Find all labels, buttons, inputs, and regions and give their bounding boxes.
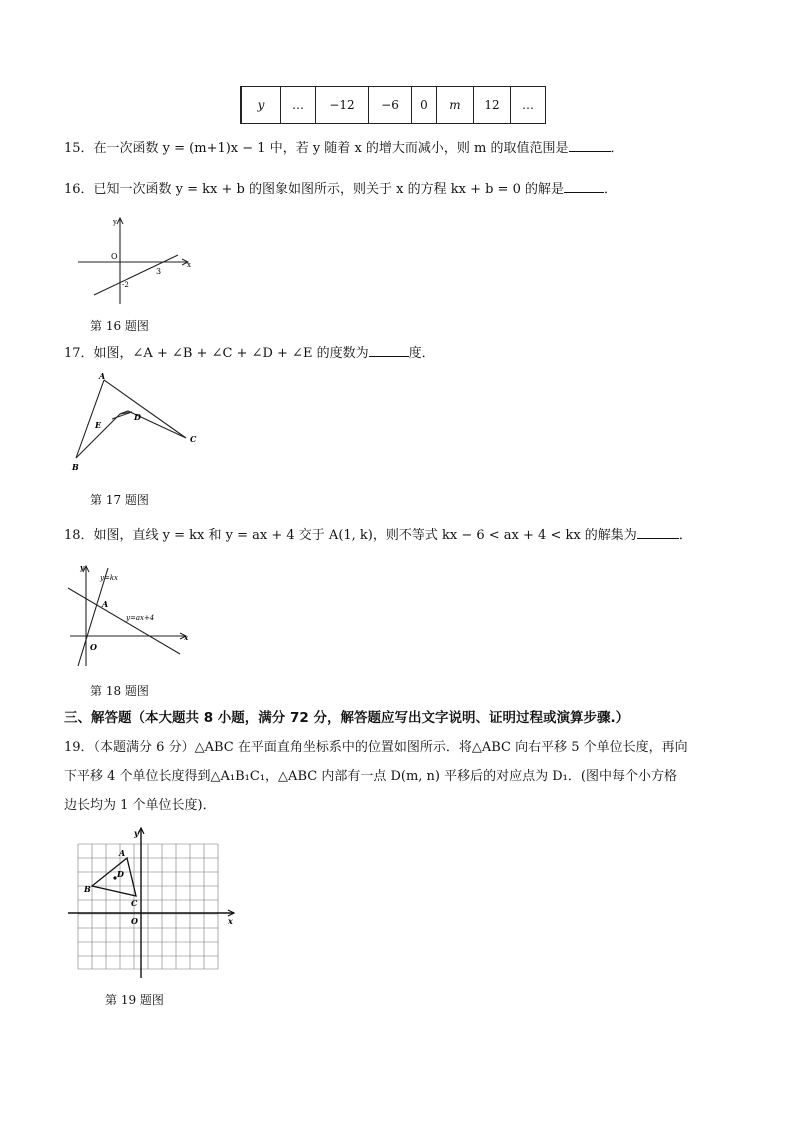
point-label-a: A xyxy=(119,848,126,858)
point-label-b: B xyxy=(72,462,79,472)
point-label-a: A xyxy=(99,371,106,381)
question-16-text: 16．已知一次函数 y = kx + b 的图象如图所示，则关于 x 的方程 kx + b = 0 的解是 xyxy=(64,182,564,197)
question-16-end: ． xyxy=(603,182,617,197)
axis-label-x: x xyxy=(228,916,233,926)
point-label-d: D xyxy=(134,412,141,422)
line-label-ax4: y=ax+4 xyxy=(126,614,155,622)
q18-graph xyxy=(62,558,192,670)
question-18 xyxy=(64,524,692,543)
caption-17: 第 17 题图 xyxy=(90,493,149,507)
tick-label-3: 3 xyxy=(156,267,162,276)
question-19-line-1: 19．（本题满分 6 分）△ABC 在平面直角坐标系中的位置如图所示．将△ABC 向右平移 5 个单位长度，再向 xyxy=(64,740,688,755)
origin-label: O xyxy=(90,642,97,652)
table-cell: y xyxy=(241,87,281,124)
value-table xyxy=(240,86,546,124)
axis-label-y: y xyxy=(113,218,117,226)
origin-label: O xyxy=(131,916,138,926)
q16-graph xyxy=(78,212,196,308)
tick-label-neg2: -2 xyxy=(122,281,129,289)
caption-18: 第 18 题图 xyxy=(90,684,149,698)
question-15-end: ． xyxy=(610,141,624,156)
grid-lines xyxy=(78,844,218,969)
point-label-a: A xyxy=(102,599,109,609)
point-label-e: E xyxy=(95,420,102,430)
axis-label-y: y xyxy=(134,828,139,838)
q17-figure xyxy=(66,366,200,478)
answer-blank xyxy=(369,343,409,357)
axis-label-x: x xyxy=(187,261,191,269)
caption-19: 第 19 题图 xyxy=(105,993,164,1007)
question-17-end: 度． xyxy=(408,346,435,361)
table-cell: … xyxy=(511,87,546,124)
question-18-text: 18．如图，直线 y = kx 和 y = ax + 4 交于 A(1, k)，则不等式 kx − 6 < ax + 4 < kx 的解集为 xyxy=(64,528,637,543)
point-label-d: D xyxy=(117,869,124,879)
answer-blank xyxy=(637,525,679,539)
section-heading: 三、解答题（本大题共 8 小题，满分 72 分，解答题应写出文字说明、证明过程或演算步骤.） xyxy=(64,710,630,726)
point-label-c: C xyxy=(190,434,197,444)
point-label-b: B xyxy=(84,884,91,894)
table-cell: 12 xyxy=(474,87,511,124)
q19-grid-graph xyxy=(64,824,242,984)
question-15-text: 15．在一次函数 y = (m+1)x − 1 中，若 y 随着 x 的增大而减小，则 m 的取值范围是 xyxy=(64,141,569,156)
question-16 xyxy=(64,178,617,197)
question-19 xyxy=(64,733,734,820)
table-cell: m xyxy=(437,87,474,124)
line-label-kx: y=kx xyxy=(100,574,119,582)
question-19-line-3: 边长均为 1 个单位长度)． xyxy=(64,798,216,813)
table-cell: −6 xyxy=(369,87,412,124)
question-17 xyxy=(64,342,435,361)
answer-blank xyxy=(564,179,604,193)
origin-label: O xyxy=(111,252,118,261)
table-cell: −12 xyxy=(316,87,369,124)
axis-label-x: x xyxy=(184,633,189,642)
axis-label-y: y xyxy=(80,563,85,572)
answer-blank xyxy=(569,138,611,152)
caption-16: 第 16 题图 xyxy=(90,319,149,333)
question-19-line-2: 下平移 4 个单位长度得到△A₁B₁C₁，△ABC 内部有一点 D(m, n) 平移后的对应点为 D₁．(图中每个小方格 xyxy=(64,769,677,784)
question-15 xyxy=(64,137,624,156)
table-cell: 0 xyxy=(412,87,437,124)
table-cell: … xyxy=(281,87,316,124)
question-18-end: ． xyxy=(678,528,692,543)
question-17-text: 17．如图，∠A + ∠B + ∠C + ∠D + ∠E 的度数为 xyxy=(64,346,369,361)
point-label-c: C xyxy=(131,898,138,908)
